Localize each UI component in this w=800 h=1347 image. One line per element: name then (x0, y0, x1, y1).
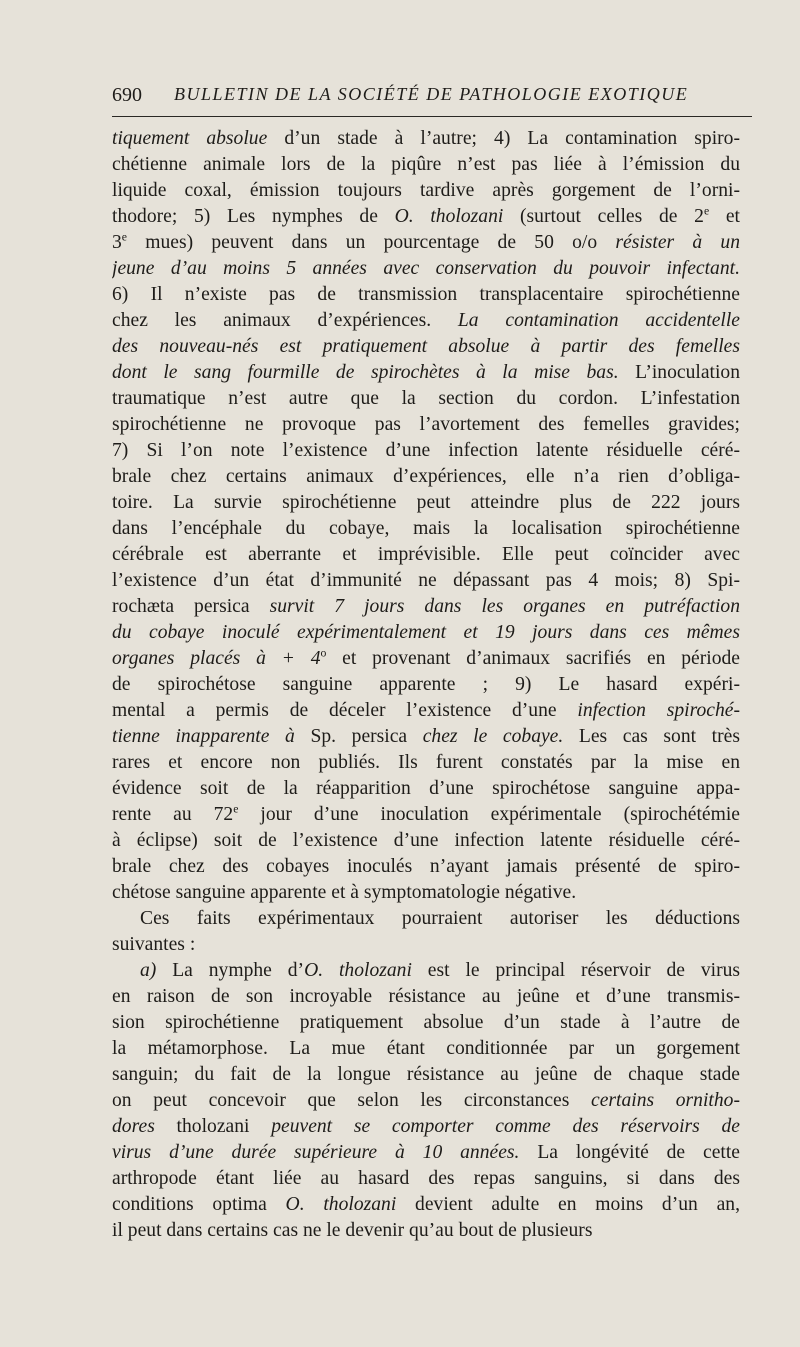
text-run: brale chez des cobayes inoculés n’ayant jamais présenté de spiro- (112, 856, 740, 877)
text-line (112, 1036, 740, 1062)
header-rule (112, 116, 752, 118)
text-line (112, 958, 740, 984)
text-run: on peut concevoir que selon les circonstances (112, 1090, 591, 1111)
text-line (112, 1192, 740, 1218)
text-line (112, 724, 740, 750)
text-run: brale chez certains animaux d’expériences, elle n’a rien d’obliga- (112, 466, 740, 487)
body-text (112, 126, 740, 1244)
italic-text: peuvent se comporter comme des réservoirs de (271, 1116, 740, 1137)
text-line (112, 542, 740, 568)
text-line (112, 568, 740, 594)
text-run: traumatique n’est autre que la section du cordon. L’infestation (112, 388, 740, 409)
text-run: Ces faits expérimentaux pourraient autoriser les déductions (140, 908, 740, 929)
italic-text: tiquement absolue (112, 128, 268, 149)
text-run: tholozani (154, 1116, 272, 1137)
italic-text: virus d’une durée supérieure à 10 années. (112, 1142, 520, 1163)
text-run: dans l’encéphale du cobaye, mais la localisation spirochétienne (112, 518, 740, 539)
text-run: il peut dans certains cas ne le devenir qu’au bout de plusieurs (112, 1220, 593, 1241)
text-line (112, 412, 740, 438)
text-run: la métamorphose. La mue étant conditionnée par un gorgement (112, 1038, 740, 1059)
italic-text: jeune d’au moins 5 années avec conservation du pouvoir infectant. (112, 258, 740, 279)
superscript: e (703, 204, 710, 218)
text-run: et provenant d’animaux sacrifiés en période (326, 648, 740, 669)
text-line (112, 1218, 740, 1244)
text-line (112, 698, 740, 724)
text-line (112, 802, 740, 828)
text-run: conditions optima (112, 1194, 286, 1215)
text-run: 6) Il n’existe pas de transmission transplacentaire spirochétienne (112, 284, 740, 305)
text-line (112, 256, 740, 282)
text-line (112, 906, 740, 932)
text-run: thodore; 5) Les nymphes de (112, 206, 395, 227)
text-line (112, 1062, 740, 1088)
text-line (112, 230, 740, 256)
text-run: La longévité de cette (519, 1142, 740, 1163)
text-run: devient adulte en moins d’un an, (396, 1194, 740, 1215)
text-run: chez les animaux d’expériences. (112, 310, 458, 331)
superscript: e (121, 230, 128, 244)
italic-text: organes placés à + 4 (112, 648, 321, 669)
text-line (112, 984, 740, 1010)
text-run: rente au 72 (112, 804, 234, 825)
text-run: évidence soit de la réapparition d’une spirochétose sanguine appa- (112, 778, 740, 799)
text-line (112, 828, 740, 854)
text-run: toire. La survie spirochétienne peut atteindre plus de 222 jours (112, 492, 740, 513)
text-run: et (709, 206, 740, 227)
text-run: mues) peuvent dans un pourcentage de 50 o/o (127, 232, 616, 253)
text-line (112, 1114, 740, 1140)
italic-text: certains ornitho- (591, 1090, 740, 1111)
italic-text: chez le cobaye. (422, 726, 564, 747)
text-run: rochæta persica (112, 596, 270, 617)
text-line (112, 932, 740, 958)
text-run: sion spirochétienne pratiquement absolue d’un stade à l’autre de (112, 1012, 740, 1033)
text-run: cérébrale est aberrante et imprévisible. Elle peut coïncider avec (112, 544, 740, 565)
text-line (112, 178, 740, 204)
text-run: l’existence d’un état d’immunité ne dépassant pas 4 mois; 8) Spi- (112, 570, 740, 591)
text-line (112, 438, 740, 464)
text-run: suivantes : (112, 934, 196, 955)
text-run: rares et encore non publiés. Ils furent constatés par la mise en (112, 752, 740, 773)
text-run: spirochétienne ne provoque pas l’avortement des femelles gravides; (112, 414, 740, 435)
text-line (112, 464, 740, 490)
text-run: de spirochétose sanguine apparente ; 9) Le hasard expéri- (112, 674, 740, 695)
text-line (112, 204, 740, 230)
text-line (112, 854, 740, 880)
text-line (112, 594, 740, 620)
text-line (112, 620, 740, 646)
text-line (112, 750, 740, 776)
italic-text: du cobaye inoculé expérimentalement et 19 jours dans ces mêmes (112, 622, 740, 643)
text-line (112, 490, 740, 516)
text-line (112, 360, 740, 386)
text-line (112, 646, 740, 672)
text-run: d’un stade à l’autre; 4) La contamination spiro- (267, 128, 740, 149)
text-line (112, 308, 740, 334)
text-run: Sp. persica (294, 726, 423, 747)
page-number: 690 (112, 84, 142, 106)
italic-text: résister à un (615, 232, 740, 253)
text-line (112, 282, 740, 308)
text-line (112, 1088, 740, 1114)
text-run: chétose sanguine apparente et à symptomatologie négative. (112, 882, 577, 903)
text-line (112, 1140, 740, 1166)
italic-text: infection spiroché- (577, 700, 740, 721)
text-run: jour d’une inoculation expérimentale (spirochétémie (238, 804, 740, 825)
text-line (112, 1010, 740, 1036)
text-run: Les cas sont très (563, 726, 740, 747)
text-run: sanguin; du fait de la longue résistance au jeûne de chaque stade (112, 1064, 740, 1085)
text-run: à éclipse) soit de l’existence d’une infection latente résiduelle céré- (112, 830, 740, 851)
text-run: liquide coxal, émission toujours tardive après gorgement de l’orni- (112, 180, 740, 201)
text-line (112, 386, 740, 412)
italic-text: survit 7 jours dans les organes en putréfaction (269, 596, 740, 617)
italic-text: dont le sang fourmille de spirochètes à la mise bas. (112, 362, 619, 383)
text-run: est le principal réservoir de virus (411, 960, 740, 981)
text-run: mental a permis de déceler l’existence d’une (112, 700, 578, 721)
page-header (112, 84, 752, 114)
text-line (112, 152, 740, 178)
text-line (112, 126, 740, 152)
text-run: La nymphe d’ (156, 960, 305, 981)
text-line (112, 1166, 740, 1192)
text-run: arthropode étant liée au hasard des repas sanguins, si dans des (112, 1168, 740, 1189)
superscript: e (233, 802, 239, 816)
text-line (112, 334, 740, 360)
running-title: BULLETIN DE LA SOCIÉTÉ DE PATHOLOGIE EXOTIQUE (174, 84, 689, 104)
text-run: 7) Si l’on note l’existence d’une infection latente résiduelle céré- (112, 440, 740, 461)
italic-text: La contamination accidentelle (457, 310, 740, 331)
text-run: chétienne animale lors de la piqûre n’est pas liée à l’émission du (112, 154, 740, 175)
superscript: o (320, 646, 327, 660)
italic-text: tienne inapparente à (112, 726, 295, 747)
text-line (112, 516, 740, 542)
text-line (112, 776, 740, 802)
italic-text: O. tholozani (304, 960, 412, 981)
text-run: L’inoculation (618, 362, 740, 383)
italic-text: O. tholozani (394, 206, 504, 227)
italic-text: a) (140, 960, 157, 981)
text-line (112, 672, 740, 698)
italic-text: O. tholozani (285, 1194, 397, 1215)
text-run: (surtout celles de 2 (503, 206, 704, 227)
text-run: 3 (112, 232, 122, 253)
text-run: en raison de son incroyable résistance au jeûne et d’une transmis- (112, 986, 740, 1007)
italic-text: dores (112, 1116, 155, 1137)
text-line (112, 880, 740, 906)
italic-text: des nouveau-nés est pratiquement absolue à partir des femelles (112, 336, 740, 357)
